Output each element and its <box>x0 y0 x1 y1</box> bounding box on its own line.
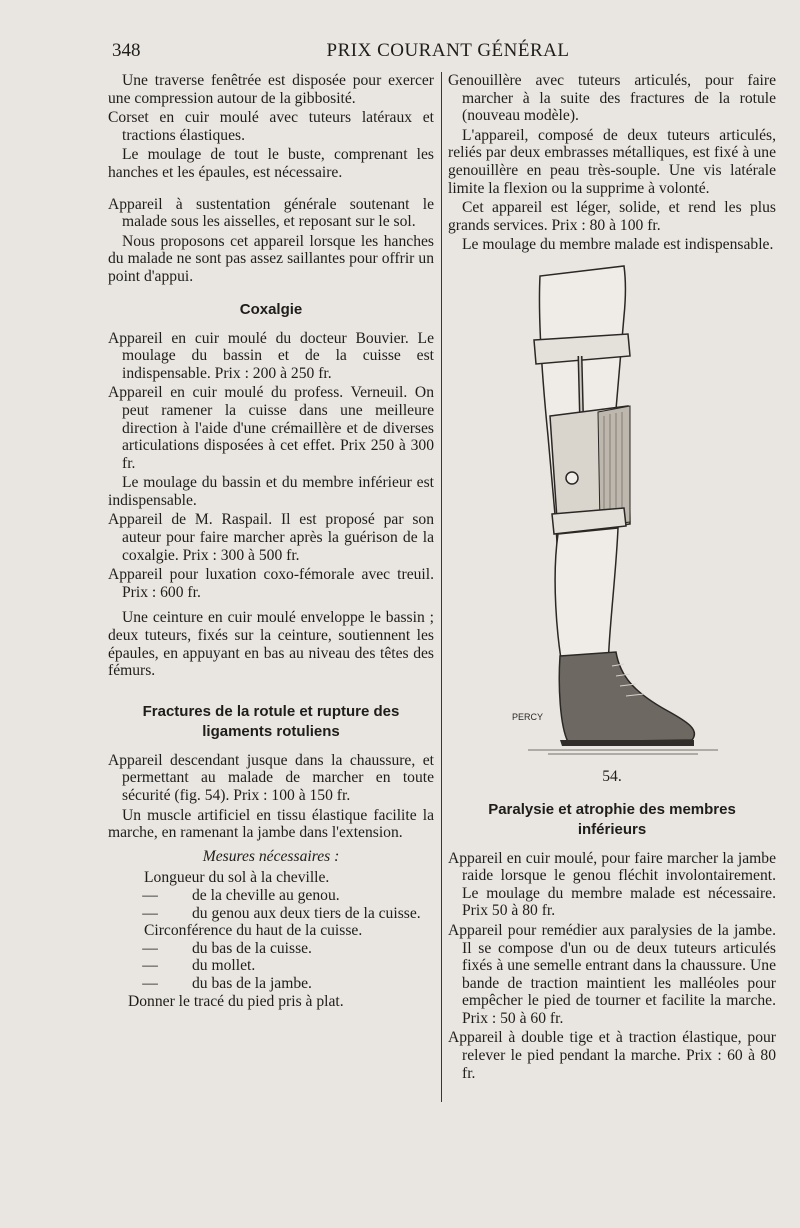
section-title-coxalgie: Coxalgie <box>239 300 303 318</box>
paragraph: Un muscle artificiel en tissu élastique facilite la marche, en ramenant la jambe dans l'extension. <box>108 806 434 842</box>
section-title-paralysie: Paralysie et atrophie des membres inférieurs <box>488 800 736 838</box>
figure-knee-brace <box>448 256 776 764</box>
paragraph: Appareil en cuir moulé, pour faire marcher la jambe raide lorsque le genou fléchit involontairement. Le moulage du membre malade est nécessaire. Prix 50 à 80 fr. <box>448 849 776 920</box>
measure-line: — du genou aux deux tiers de la cuisse. <box>142 904 421 922</box>
section-title-rotule: Fractures de la rotule et rupture des ligaments rotuliens <box>142 702 400 740</box>
measure-line: — du bas de la jambe. <box>142 974 312 992</box>
paragraph: Le moulage du bassin et du membre inférieur est indispensable. <box>108 474 434 509</box>
paragraph: L'appareil, composé de deux tuteurs articulés, reliés par deux embrasses métalliques, est fixé à une genouillère en peau très-souple. Une vis latérale limite la flexion ou la supprime à volonté. <box>448 126 776 197</box>
paragraph: Une ceinture en cuir moulé enveloppe le bassin ; deux tuteurs, fixés sur la ceinture, soutiennent les épaules, en appuyant en bas au niveau des têtes des fémurs. <box>108 609 434 680</box>
paragraph: Appareil descendant jusque dans la chaussure, et permettant au malade de marcher en toute sécurité (fig. 54). Prix : 100 à 150 fr. <box>108 751 434 804</box>
knee-brace-illustration <box>448 256 776 764</box>
paragraph: Appareil de M. Raspail. Il est proposé par son auteur pour faire marcher après la guérison de la coxalgie. Prix : 300 à 500 fr. <box>108 511 434 564</box>
paragraph: Le moulage du membre malade est indispensable. <box>462 236 774 254</box>
running-title: PRIX COURANT GÉNÉRAL <box>326 40 570 61</box>
paragraph: Appareil pour luxation coxo-fémorale avec treuil. Prix : 600 fr. <box>108 566 434 601</box>
paragraph: Cet appareil est léger, solide, et rend les plus grands services. Prix : 80 à 100 fr. <box>448 199 776 234</box>
right-column <box>448 72 776 1084</box>
paragraph: Donner le tracé du pied pris à plat. <box>128 992 344 1010</box>
measure-line: Longueur du sol à la cheville. <box>144 869 330 887</box>
paragraph: Appareil en cuir moulé du docteur Bouvier. Le moulage du bassin et de la cuisse est indispensable. Prix : 200 à 250 fr. <box>108 329 434 382</box>
paragraph: Appareil à double tige et à traction élastique, pour relever le pied pendant la marche. Prix : 60 à 80 fr. <box>448 1029 776 1082</box>
paragraph: Le moulage de tout le buste, comprenant les hanches et les épaules, est nécessaire. <box>108 146 434 181</box>
paragraph: Appareil pour remédier aux paralysies de la jambe. Il se compose d'un ou de deux tuteurs articulés fixés à une semelle entrant dans la chaussure. Une bande de traction maintient les malléoles pour empêcher le pied de tourner et facilite la marche. Prix : 50 à 60 fr. <box>448 921 776 1027</box>
paragraph: Nous proposons cet appareil lorsque les hanches du malade ne sont pas assez saillantes pour offrir un point d'appui. <box>108 232 434 285</box>
paragraph: Une traverse fenêtrée est disposée pour exercer une compression autour de la gibbosité. <box>108 72 434 107</box>
measure-line: Circonférence du haut de la cuisse. <box>144 922 363 940</box>
measure-line: — du bas de la cuisse. <box>142 939 312 957</box>
paragraph: Genouillère avec tuteurs articulés, pour faire marcher à la suite des fractures de la rotule (nouveau modèle). <box>448 72 776 125</box>
page-header <box>112 36 784 66</box>
mesures-title: Mesures nécessaires : <box>202 847 340 865</box>
paragraph: Appareil en cuir moulé du profess. Verneuil. On peut ramener la cuisse dans une meilleure direction à l'aide d'une crémaillère et de diverses articulations disposées à cet effet. Prix 250 à 300 fr. <box>108 384 434 472</box>
page-number: 348 <box>112 40 141 61</box>
paragraph: Corset en cuir moulé avec tuteurs latéraux et tractions élastiques. <box>108 109 434 144</box>
column-divider <box>441 72 442 1102</box>
measure-line: — du mollet. <box>142 957 256 975</box>
figure-signature: PERCY <box>512 711 544 722</box>
paragraph: Appareil à sustentation générale soutenant le malade sous les aisselles, et reposant sur le sol. <box>108 195 434 231</box>
figure-caption: 54. <box>602 767 622 785</box>
measure-line: — de la cheville au genou. <box>142 886 340 904</box>
left-column <box>108 72 434 1012</box>
